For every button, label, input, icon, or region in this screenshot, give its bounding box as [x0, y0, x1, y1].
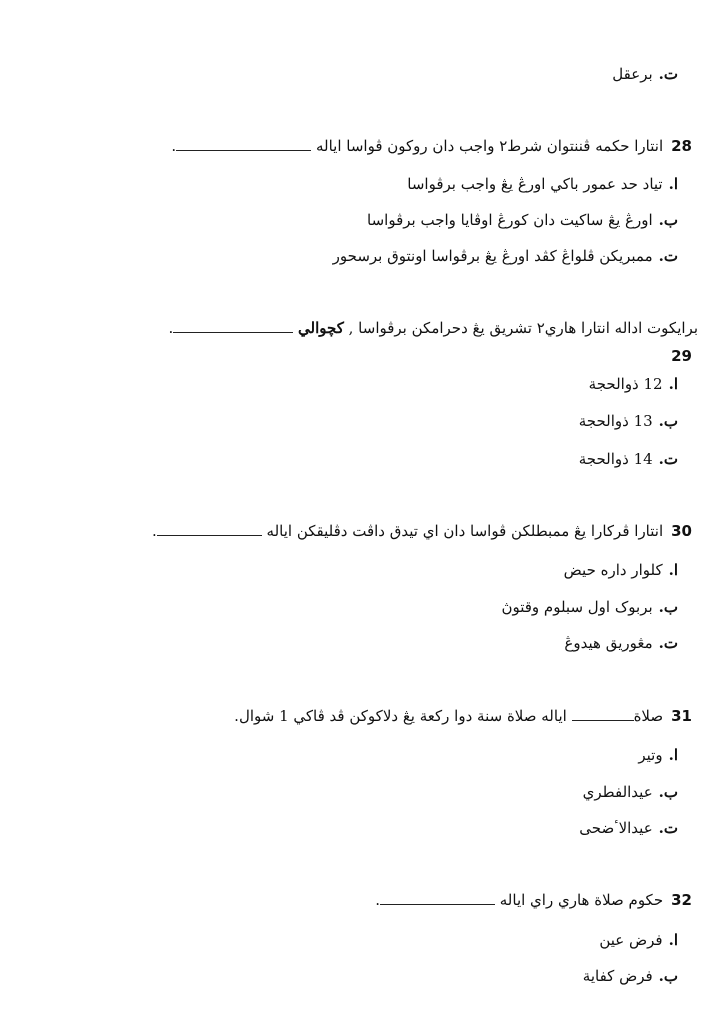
option-text: تياد حد عمور باکي اورڠ يڠ واجب برڤواسا [407, 175, 663, 193]
option-text: مڠوريق هيدوڠ [564, 634, 653, 652]
option-text: 14 ذوالحجة [578, 450, 653, 468]
question-29-number-line [663, 346, 692, 366]
question-number: 31 [671, 707, 692, 725]
q32-option-a [599, 930, 678, 950]
option-label: ت. [658, 634, 678, 652]
answer-blank [380, 892, 495, 905]
question-number: 28 [671, 137, 692, 155]
question-tail: . [168, 319, 174, 337]
option-label: ا. [668, 746, 678, 764]
option-label: ب. [658, 412, 678, 430]
question-number: 30 [671, 522, 692, 540]
option-text: برعقل [612, 65, 653, 83]
q28-option-b [367, 210, 678, 230]
question-emphasis: کچوالي [298, 319, 344, 337]
q28-option-c [333, 246, 678, 266]
q29-option-c [579, 449, 678, 469]
answer-blank [173, 320, 293, 333]
option-label: ت. [658, 65, 678, 83]
option-label: ب. [658, 967, 678, 985]
option-label: ب. [658, 598, 678, 616]
option-label: ت. [658, 450, 678, 468]
option-text: کلوار داره حيض [563, 561, 663, 579]
q30-option-a [564, 560, 678, 580]
question-29-stem [168, 318, 698, 338]
option-text: فرض کفاية [582, 967, 653, 985]
option-text: عيدالاٴضحى [579, 819, 653, 837]
option-label: ت. [658, 247, 678, 265]
option-text: 13 ذوالحجة [578, 412, 653, 430]
option-label: ب. [658, 783, 678, 801]
option-text: بربوک اول سبلوم وقتوڽ [501, 598, 653, 616]
answer-blank [572, 708, 634, 721]
option-text: وتير [638, 746, 663, 764]
question-tail: . [151, 522, 157, 540]
option-text: اورڠ يڠ ساکيت دان کورڠ اوڤايا واجب برڤواسا [367, 211, 653, 229]
question-tail: . [171, 137, 177, 155]
question-32 [375, 890, 692, 910]
question-stem-continued: اياله صلاة سنة دوا رکعة يڠ دلاکوکن ڤد ڤاکي 1 شوال. [234, 707, 567, 725]
q30-option-b [501, 597, 678, 617]
q27-option-c [612, 64, 678, 84]
option-text: عيدالفطري [582, 783, 653, 801]
question-stem: برايکوت اداله انتارا هاري٢ تشريق يڠ دحرامکن برڤواسا , [348, 319, 698, 337]
q32-option-b [583, 966, 678, 986]
q28-option-a [407, 174, 678, 194]
question-tail: . [375, 891, 380, 909]
question-number: 29 [671, 347, 692, 365]
question-stem: انتارا ڤرکارا يڠ ممبطلکن ڤواسا دان اي تيدق داڤت دڤليقکن اياله [266, 522, 664, 540]
answer-blank [157, 523, 262, 536]
q31-option-b [583, 782, 678, 802]
question-stem: انتارا حکمه ڤننتوان شرط٢ واجب دان روکون ڤواسا اياله [315, 137, 664, 155]
q30-option-c [564, 633, 678, 653]
option-label: ا. [668, 375, 678, 393]
q29-option-a [589, 374, 678, 394]
question-31 [234, 706, 692, 726]
option-text: فرض عين [599, 931, 663, 949]
option-text: 12 ذوالحجة [588, 375, 663, 393]
q29-option-b [579, 411, 678, 431]
q31-option-c [579, 818, 678, 838]
option-label: ب. [658, 211, 678, 229]
option-label: ا. [668, 931, 678, 949]
question-stem: صلاة [633, 707, 664, 725]
answer-blank [176, 138, 311, 151]
option-text: ممبريکن ڤلواڠ کڤد اورڠ يڠ برڤواسا اونتوق برسحور [332, 247, 653, 265]
option-label: ا. [668, 175, 678, 193]
question-number: 32 [671, 891, 692, 909]
q31-option-a [638, 745, 678, 765]
option-label: ت. [658, 819, 678, 837]
option-label: ا. [668, 561, 678, 579]
question-stem: حکوم صلاة هاري راي اياله [499, 891, 664, 909]
question-28 [171, 136, 692, 156]
question-30 [152, 521, 692, 541]
